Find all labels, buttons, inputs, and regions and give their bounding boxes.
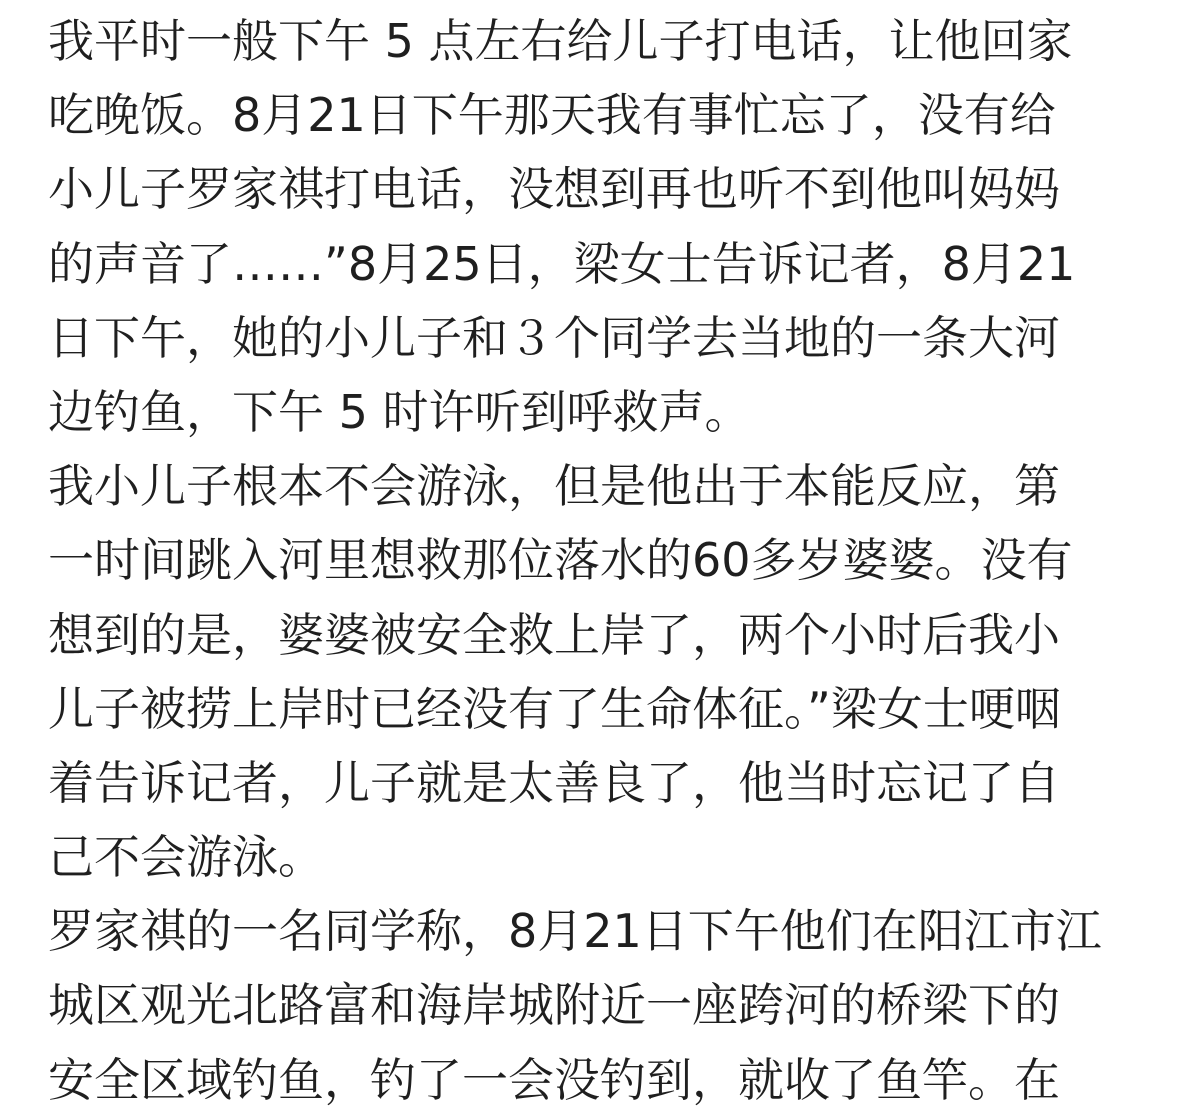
text-line: 吃晚饭。8月21日下午那天我有事忙忘了，没有给 <box>48 88 1056 143</box>
text-line: 城区观光北路富和海岸城附近一座跨河的桥梁下的 <box>48 978 1060 1033</box>
text-line: 己不会游泳。 <box>48 830 324 885</box>
text-line: 日下午，她的小儿子和３个同学去当地的一条大河 <box>48 310 1060 365</box>
article-body <box>48 4 1158 1117</box>
text-line: 我小儿子根本不会游泳，但是他出于本能反应，第 <box>48 459 1060 514</box>
text-line: 的声音了……”8月25日，梁女士告诉记者，8月21 <box>48 236 1076 291</box>
text-line: 小儿子罗家祺打电话，没想到再也听不到他叫妈妈 <box>48 162 1060 217</box>
text-line: 想到的是，婆婆被安全救上岸了，两个小时后我小 <box>48 607 1060 662</box>
text-line: 我平时一般下午 5 点左右给儿子打电话，让他回家 <box>48 14 1073 68</box>
text-line: 一时间跳入河里想救那位落水的60多岁婆婆。没有 <box>48 533 1073 588</box>
text-line: 罗家祺的一名同学称，8月21日下午他们在阳江市江 <box>48 904 1102 959</box>
text-line: 边钓鱼，下午 5 时许听到呼救声。 <box>48 384 751 439</box>
text-line: 儿子被捞上岸时已经没有了生命体征。”梁女士哽咽 <box>48 681 1061 736</box>
text-line: 安全区域钓鱼，钓了一会没钓到，就收了鱼竿。在 <box>48 1052 1060 1107</box>
text-line: 着告诉记者，儿子就是太善良了，他当时忘记了自 <box>48 755 1060 810</box>
